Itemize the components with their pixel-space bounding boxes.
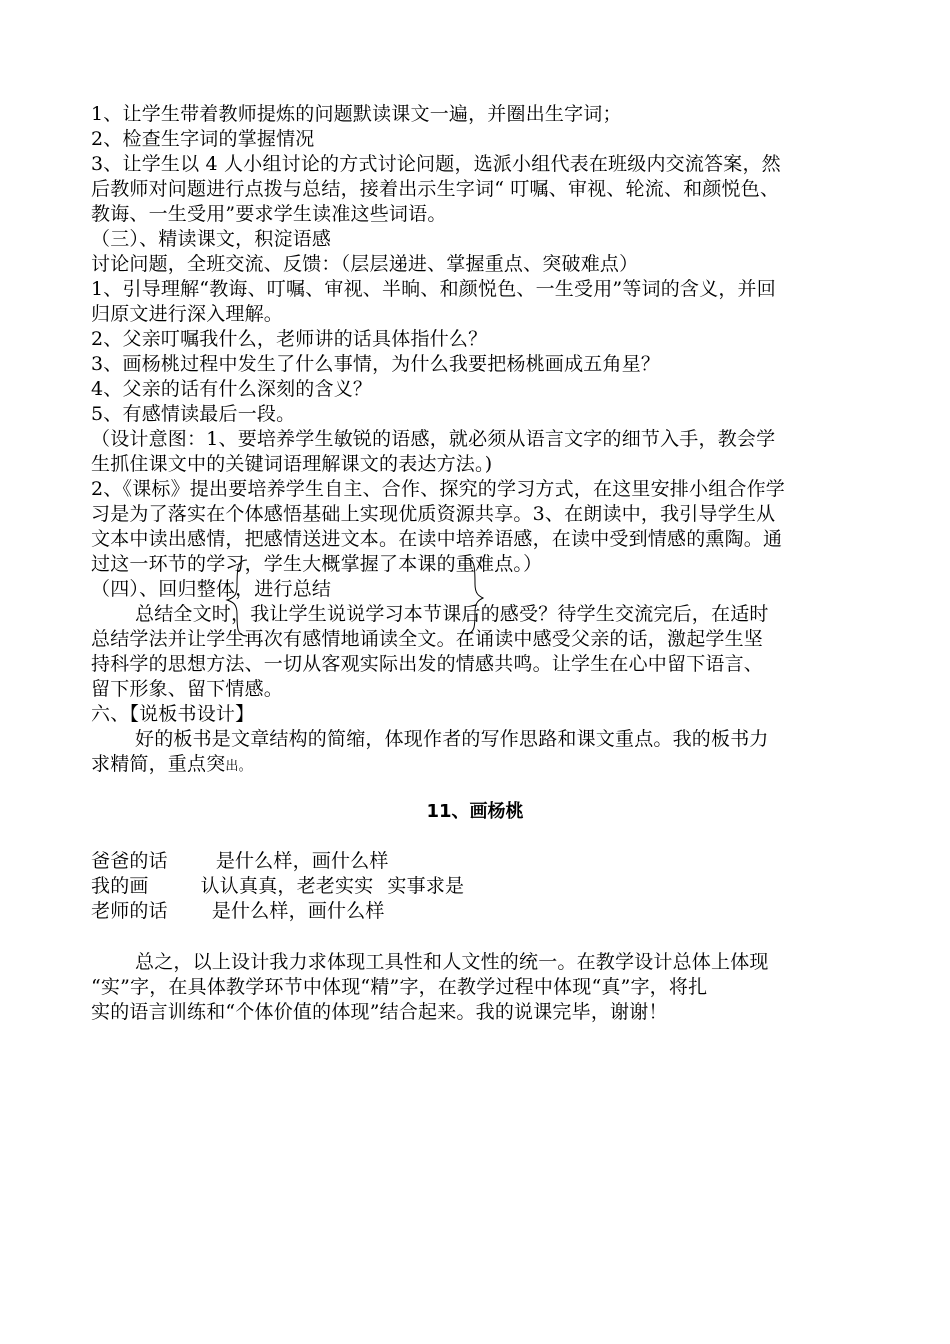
text-line: 2、《课标》提出要培养学生自主、合作、探究的学习方式，在这里安排小组合作学 bbox=[91, 478, 785, 500]
board-text: 是什么样，画什么样 bbox=[211, 900, 385, 922]
text-line: 1、引导理解“教诲、叮嘱、审视、半晌、和颜悦色、一生受用”等词的含义，并回 bbox=[91, 278, 776, 300]
text-line: 3、让学生以 4 人小组讨论的方式讨论问题，选派小组代表在班级内交流答案，然 bbox=[91, 153, 781, 175]
text-line: 持科学的思想方法、一切从客观实际出发的情感共鸣。让学生在心中留下语言、 bbox=[91, 653, 764, 675]
text-line-tail: 出。 bbox=[225, 759, 252, 774]
text-line: 2、父亲叮嘱我什么，老师讲的话具体指什么？ bbox=[91, 328, 488, 350]
text-line: 总结全文时，我让学生说说学习本节课后的感受？待学生交流完后，在适时 bbox=[135, 603, 769, 625]
section-heading: （三）、精读课文，积淀语感 bbox=[91, 228, 332, 250]
text-line: 生抓住课文中的关键词语理解课文的表达方法。) bbox=[91, 453, 493, 475]
section-heading: 六、【说板书设计】 bbox=[91, 703, 255, 725]
board-row bbox=[91, 874, 871, 898]
board-title: 11、画杨桃 bbox=[426, 801, 524, 822]
board-extra: 实事求是 bbox=[387, 875, 465, 897]
text-line: （设计意图：1、要培养学生敏锐的语感，就必须从语言文字的细节入手，教会学 bbox=[91, 428, 776, 450]
text-line: 总结学法并让学生再次有感情地诵读全文。在诵读中感受父亲的话，激起学生坚 bbox=[91, 628, 764, 650]
closing-line: “实”字，在具体教学环节中体现“精”字，在教学过程中体现“真”字，将扎 bbox=[91, 976, 708, 998]
text-line: 习是为了落实在个体感悟基础上实现优质资源共享。3、在朗读中，我引导学生从 bbox=[91, 503, 776, 525]
text-line: 留下形象、留下情感。 bbox=[91, 678, 284, 700]
text-line: 4、父亲的话有什么深刻的含义？ bbox=[91, 378, 373, 400]
board-text: 是什么样，画什么样 bbox=[215, 850, 389, 872]
text-line: 2、检查生字词的掌握情况 bbox=[91, 128, 315, 150]
board-text: 认认真真，老老实实 bbox=[200, 875, 374, 897]
text-line: 教诲、一生受用”要求学生读准这些词语。 bbox=[91, 203, 447, 225]
text-line bbox=[91, 752, 871, 779]
text-line: 过这一环节的学习，学生大概掌握了本课的重难点。） bbox=[91, 553, 543, 575]
text-line: 文本中读出感情，把感情送进文本。在读中培养语感，在读中受到情感的熏陶。通 bbox=[91, 528, 783, 550]
closing-line: 总之，以上设计我力求体现工具性和人文性的统一。在教学设计总体上体现 bbox=[135, 951, 769, 973]
closing-line: 实的语言训练和“个体价值的体现”结合起来。我的说课完毕，谢谢！ bbox=[91, 1001, 668, 1023]
text-line: 5、有感情读最后一段。 bbox=[91, 403, 296, 425]
text-line: 3、画杨桃过程中发生了什么事情，为什么我要把杨桃画成五角星？ bbox=[91, 353, 661, 375]
text-line: 讨论问题，全班交流、反馈：（层层递进、掌握重点、突破难点） bbox=[91, 253, 639, 275]
text-line-main: 求精简，重点突 bbox=[91, 753, 226, 775]
brace-decoration bbox=[225, 548, 485, 638]
text-line: 后教师对问题进行点拨与总结，接着出示生字词“ 叮嘱、审视、轮流、和颜悦色、 bbox=[91, 178, 780, 200]
board-label: 我的画 bbox=[91, 875, 149, 897]
board-row bbox=[91, 849, 871, 873]
section-heading: （四）、回归整体，进行总结 bbox=[91, 578, 332, 600]
board-row bbox=[91, 899, 871, 923]
text-line: 归原文进行深入理解。 bbox=[91, 303, 284, 325]
text-line: 1、让学生带着教师提炼的问题默读课文一遍，并圈出生字词； bbox=[91, 103, 622, 125]
text-line: 好的板书是文章结构的简缩，体现作者的写作思路和课文重点。我的板书力 bbox=[135, 728, 769, 750]
board-label: 爸爸的话 bbox=[91, 850, 168, 872]
board-label: 老师的话 bbox=[91, 900, 168, 922]
